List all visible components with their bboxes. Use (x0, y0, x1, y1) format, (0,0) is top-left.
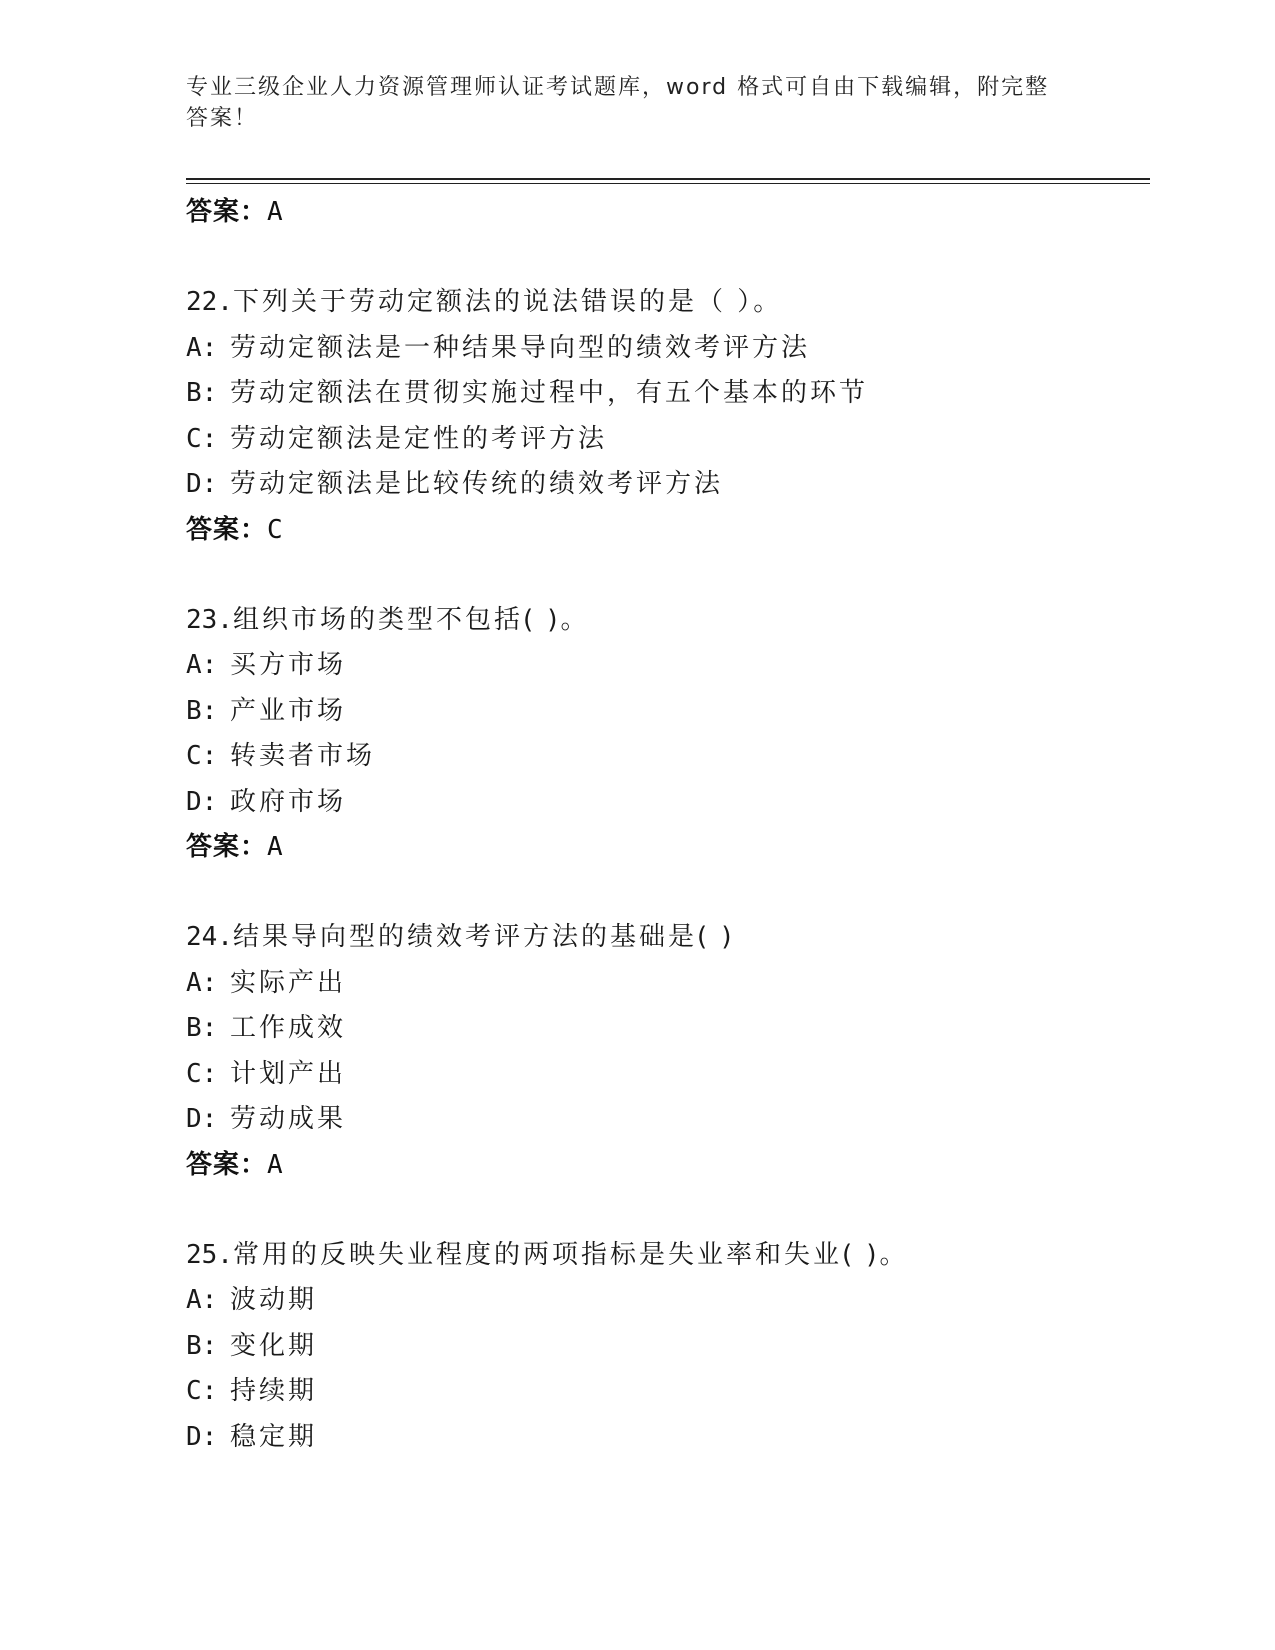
option-a: A: 波动期 (186, 1285, 318, 1315)
question-gap (186, 869, 1146, 915)
option-b: B: 产业市场 (186, 695, 347, 726)
option-b: B: 劳动定额法在贯彻实施过程中，有五个基本的环节 (186, 378, 869, 408)
answer-line (186, 190, 1146, 234)
question-number: 23. (186, 604, 233, 635)
option-b: B: 变化期 (186, 1330, 318, 1361)
question-stem (186, 1233, 1146, 1279)
answer-value: C (267, 514, 284, 545)
question-text: 组织市场的类型不包括( )。 (232, 604, 590, 635)
question-text: 下列关于劳动定额法的说法错误的是（ ）。 (232, 287, 783, 317)
option-d: D: 稳定期 (186, 1421, 318, 1452)
option-d: D: 劳动定额法是比较传统的绩效考评方法 (186, 469, 724, 499)
answer-label: 答案： (186, 514, 268, 545)
answer-line (186, 825, 1146, 869)
option-b: B: 工作成效 (186, 1013, 347, 1043)
question-stem (186, 598, 1146, 644)
header-divider-thick (186, 178, 1150, 180)
question-gap (186, 552, 1146, 598)
option-c: C: 转卖者市场 (186, 741, 376, 771)
answer-label: 答案： (186, 1149, 268, 1180)
document-header (186, 72, 1086, 134)
option-c: C: 计划产出 (186, 1058, 347, 1089)
option-a: A: 劳动定额法是一种结果导向型的绩效考评方法 (186, 332, 811, 363)
answer-value: A (267, 832, 284, 862)
answer-line (186, 1143, 1146, 1187)
option-d: D: 政府市场 (186, 786, 347, 817)
question-number: 25. (186, 1239, 233, 1270)
question-25 (186, 1233, 1146, 1461)
question-text: 结果导向型的绩效考评方法的基础是( ) (232, 922, 735, 952)
answer-value: A (267, 1149, 284, 1180)
question-stem (186, 280, 1146, 326)
question-number: 24. (186, 922, 233, 952)
answer-label: 答案： (186, 197, 268, 227)
header-divider-thin (186, 183, 1150, 184)
question-gap (186, 1187, 1146, 1233)
answer-line (186, 508, 1146, 552)
option-d: D: 劳动成果 (186, 1104, 347, 1134)
answer-label: 答案： (186, 832, 268, 862)
question-gap (186, 234, 1146, 280)
option-a: A: 买方市场 (186, 650, 347, 680)
answer-value: A (267, 197, 284, 227)
question-22 (186, 280, 1146, 552)
header-line-1: 专业三级企业人力资源管理师认证考试题库，word 格式可自由下载编辑，附完整 (186, 75, 1050, 100)
question-stem (186, 915, 1146, 961)
question-list (186, 190, 1146, 1460)
question-number: 22. (186, 287, 233, 317)
question-text: 常用的反映失业程度的两项指标是失业率和失业( )。 (232, 1239, 909, 1270)
question-24 (186, 915, 1146, 1187)
option-a: A: 实际产出 (186, 967, 347, 998)
header-line-2: 答案！ (186, 106, 259, 131)
option-c: C: 劳动定额法是定性的考评方法 (186, 423, 608, 454)
option-c: C: 持续期 (186, 1376, 318, 1406)
question-23 (186, 598, 1146, 870)
